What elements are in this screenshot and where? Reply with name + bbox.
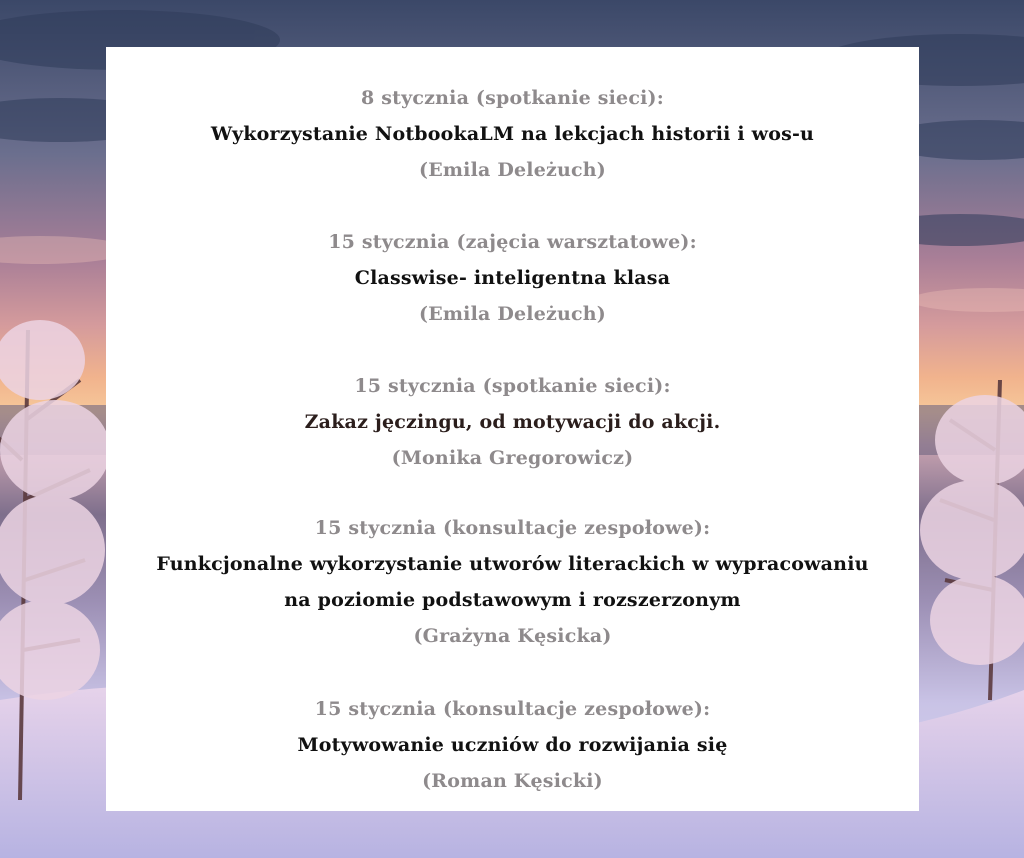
event-item [106, 691, 919, 799]
event-presenter: (Monika Gregorowicz) [391, 447, 634, 469]
event-title: Zakaz jęczingu, od motywacji do akcji. [304, 411, 721, 433]
event-date: 15 stycznia (zajęcia warsztatowe): [328, 231, 697, 253]
event-title: Classwise- inteligentna klasa [354, 267, 671, 289]
events-card [106, 47, 919, 811]
event-date: 15 stycznia (konsultacje zespołowe): [314, 517, 711, 539]
event-title-line-2: na poziomie podstawowym i rozszerzonym [284, 589, 741, 611]
event-title: Motywowanie uczniów do rozwijania się [297, 734, 728, 756]
event-date: 15 stycznia (konsultacje zespołowe): [314, 698, 711, 720]
event-presenter: (Grażyna Kęsicka) [413, 625, 612, 647]
event-presenter: (Emila Deleżuch) [419, 159, 606, 181]
event-date: 15 stycznia (spotkanie sieci): [354, 375, 671, 397]
event-item [106, 510, 919, 654]
event-item [106, 224, 919, 332]
event-presenter: (Emila Deleżuch) [419, 303, 606, 325]
event-date: 8 stycznia (spotkanie sieci): [361, 87, 664, 109]
event-title: Wykorzystanie NotbookaLM na lekcjach historii i wos-u [210, 123, 815, 145]
event-item [106, 80, 919, 188]
event-presenter: (Roman Kęsicki) [422, 770, 603, 792]
event-item [106, 368, 919, 476]
event-title-line-1: Funkcjonalne wykorzystanie utworów literackich w wypracowaniu [156, 553, 869, 575]
